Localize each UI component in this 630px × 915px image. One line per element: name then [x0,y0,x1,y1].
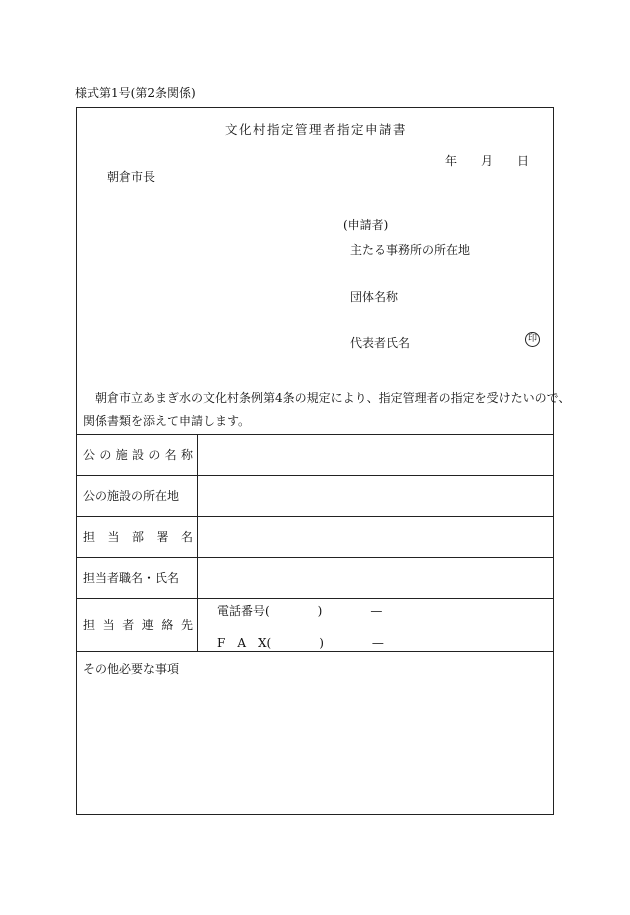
office-address-label: 主たる事務所の所在地 [350,243,471,257]
applicant-heading: (申請者) [343,218,389,232]
date-month: 月 [481,154,494,168]
representative-label: 代表者氏名 [350,336,411,350]
divider [77,651,553,652]
staff-label: 担当者職名・氏名 [83,571,180,585]
facility-name-label: 公 の 施 設 の 名 称 [83,448,193,462]
column-divider [197,434,198,651]
seal-mark: 印 [525,332,540,347]
statement-line-1: 朝倉市立あまぎ水の文化村条例第4条の規定により、指定管理者の指定を受けたいので、 [95,391,571,405]
facility-address-label: 公の施設の所在地 [83,489,180,503]
phone-field: 電話番号( ) — [217,604,383,618]
contact-label: 担 当 者 連 絡 先 [83,618,193,632]
application-form [76,107,571,815]
statement-line-2: 関係書類を添えて申請します。 [83,414,251,428]
form-title: 文化村指定管理者指定申請書 [224,122,407,137]
date-year: 年 [445,154,458,168]
form-number-label: 様式第1号(第2条関係) [75,86,196,100]
date-day: 日 [517,154,530,168]
group-name-label: 団体名称 [350,290,399,304]
fax-field: F A X( ) — [217,636,384,650]
department-label: 担 当 部 署 名 [83,530,193,544]
addressee: 朝倉市長 [107,170,156,184]
other-matters-label: その他必要な事項 [83,662,180,676]
